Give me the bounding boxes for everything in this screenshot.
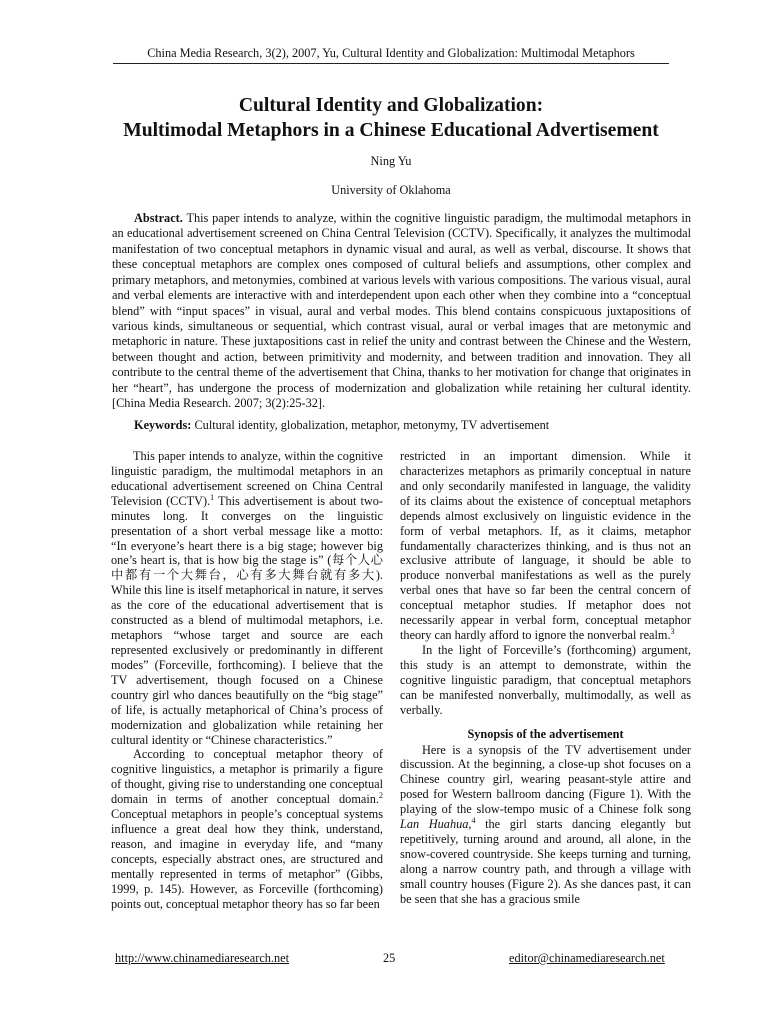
footnote-ref[interactable]: 1 (210, 492, 215, 502)
keywords-text: Cultural identity, globalization, metaphor, metonymy, TV advertisement (194, 418, 550, 432)
body-paragraph (111, 449, 383, 747)
body-text: the girl starts dancing elegantly but repetitively, turning around and around, all alone, in the snow-covered countryside. She keeps turning and turning, along a narrow country path, and through a village with small country houses (Figure 2). As she dances past, it can be seen that she has a gracious smile (400, 817, 691, 906)
footer-website (115, 951, 289, 965)
website-link[interactable]: http://www.chinamediaresearch.net (115, 951, 290, 965)
body-paragraph (400, 643, 691, 718)
body-paragraph (400, 449, 691, 643)
body-paragraph (111, 747, 383, 911)
author-name: Ning Yu (370, 154, 412, 168)
keywords (112, 418, 691, 433)
body-paragraph: Here is a synopsis of the TV advertisement under discussion. At the beginning, a close-up shot focuses on a Chinese country girl, wearing peasant-style attire and posed for Western ballroom dancing (Figure 1). With the playing of the slow-tempo music of a Chinese folk song Lan Huahua,$^4$ the girl starts dancing elegantly but repetitively, turning around and around, all alone, in the snow-covered countryside. She keeps turning and turning, along a narrow country path, and through a village with small country houses (Figure 2). As she dances past, it can be seen that she has a gracious smile (400, 742, 691, 906)
author-affiliation: University of Oklahoma (331, 183, 451, 197)
right-column (400, 449, 691, 907)
section-heading: Synopsis of the advertisement (467, 726, 624, 741)
body-text: Conceptual metaphors in people’s conceptual systems influence a great deal how they think, understand, reason, and imagine in everyday life, and “many concepts, especially abstract ones, are structured and mentally represented in terms of metaphor” (Gibbs, 1999, p. 145). However, as Forceville (forthcoming) points out, conceptual metaphor theory has so far been (111, 807, 383, 911)
header-rule (113, 63, 669, 64)
footnote-ref[interactable]: 4 (471, 816, 476, 826)
body-text: According to conceptual metaphor theory of cognitive linguistics, a metaphor is primarily a figure of thought, giving rise to understanding one conceptual domain in terms of another conceptual domain. (111, 747, 383, 807)
footnote-ref[interactable]: 2 (379, 791, 383, 801)
body-text: This advertisement is about two-minutes long. It converges on the linguistic presentation of a short verbal message like a motto: “In everyone’s heart there is a big stage; however big one’s heart is, that is how big the stage is” (每个人心中都有一个大舞台，心有多大舞台就有多大). While this line is itself metaphorical in nature, it serves as the core of the educational advertisement that is constructed as a blend of multimodal metaphors, i.e. metaphors “whose target and source are each represented exclusively or predominantly in different modes” (Forceville, forthcoming). I believe that the TV advertisement, though focused on a Chinese country girl who dances beautifully on the “big stage” of life, is actually metaphorical of China’s process of modernization and globalization while retaining her cultural identity or “Chinese characteristics.” (111, 493, 384, 747)
footnote-ref[interactable]: 3 (670, 626, 675, 636)
abstract-label: Abstract. (134, 211, 183, 225)
page-number: 25 (383, 951, 396, 965)
email-link[interactable]: editor@chinamediaresearch.net (509, 951, 665, 965)
body-text: This paper intends to analyze, within the cognitive linguistic paradigm, the multimodal metaphors in an educational advertisement screened on China Central Television (CCTV). (111, 449, 383, 508)
body-text: Here is a synopsis of the TV advertisement under discussion. At the beginning, a close-up shot focuses on a Chinese country girl, wearing peasant-style attire and posed for Western ballroom dancing (Figure 1). With the playing of the slow-tempo music of a Chinese folk song (400, 742, 691, 817)
running-header: China Media Research, 3(2), 2007, Yu, Cultural Identity and Globalization: Multimodal Metaphors (147, 46, 635, 60)
body-text: In the light of Forceville’s (forthcoming) argument, this study is an attempt to demonstrate, within the cognitive linguistic paradigm, that conceptual metaphors can be manifested nonverbally, multimodally, as well as verbally. (400, 642, 691, 717)
footer-email (509, 951, 665, 965)
abstract (112, 211, 691, 411)
abstract-text: This paper intends to analyze, within the cognitive linguistic paradigm, the multimodal metaphors in an educational advertisement screened on China Central Television (CCTV). Specifically, it analyzes the multimodal manifestation of two conceptual metaphors in dynamic visual and aural, as well as verbal, discourse. It shows that these conceptual metaphors are complex ones composed of cultural beliefs and assumptions, other complex and primary metaphors, and metonymies, combined at various levels with various compositions. The various visual, aural and verbal elements are interactive with and interdependent upon each other when they combine into a “conceptual blend” with “input spaces” in visual, aural and verbal modes. This blend contains conspicuous juxtapositions of various kinds, simultaneous or sequential, which contrast visual, aural or verbal images that are metonymic and metaphoric in nature. These juxtapositions cast in relief the unity and contrast between the Chinese and the Western, between thought and action, between primitivity and modernity, and between tradition and innovation. They all contribute to the central theme of the advertisement that China, thanks to her motivation for change that originates in her “heart”, has undergone the process of modernization and globalization while retaining her cultural identity. [China Media Research. 2007; 3(2):25-32]. (112, 211, 692, 411)
title-line-1: Cultural Identity and Globalization: (238, 95, 544, 116)
body-text: restricted in an important dimension. While it characterizes metaphors as primarily conceptual in nature and only secondarily manifested in language, the validity of its claims about the existence of conceptual metaphors depends almost exclusively on linguistic evidence in the form of verbal metaphors. If, as it claims, metaphor fundamentally characterizes thinking, and is thus not an exclusive attribute of language, it should be able to produce nonverbal manifestations as well as the purely verbal ones that have so far been the central concern of conceptual metaphor studies. If metaphor does not necessarily appear in verbal form, conceptual metaphor theory can hardly afford to ignore the nonverbal realm. (400, 449, 691, 643)
left-column (111, 449, 383, 912)
song-title: Lan Huahua (400, 817, 469, 832)
paper-title (90, 93, 692, 143)
keywords-label: Keywords: (134, 418, 192, 432)
title-line-2: Multimodal Metaphors in a Chinese Educational Advertisement (123, 120, 659, 141)
